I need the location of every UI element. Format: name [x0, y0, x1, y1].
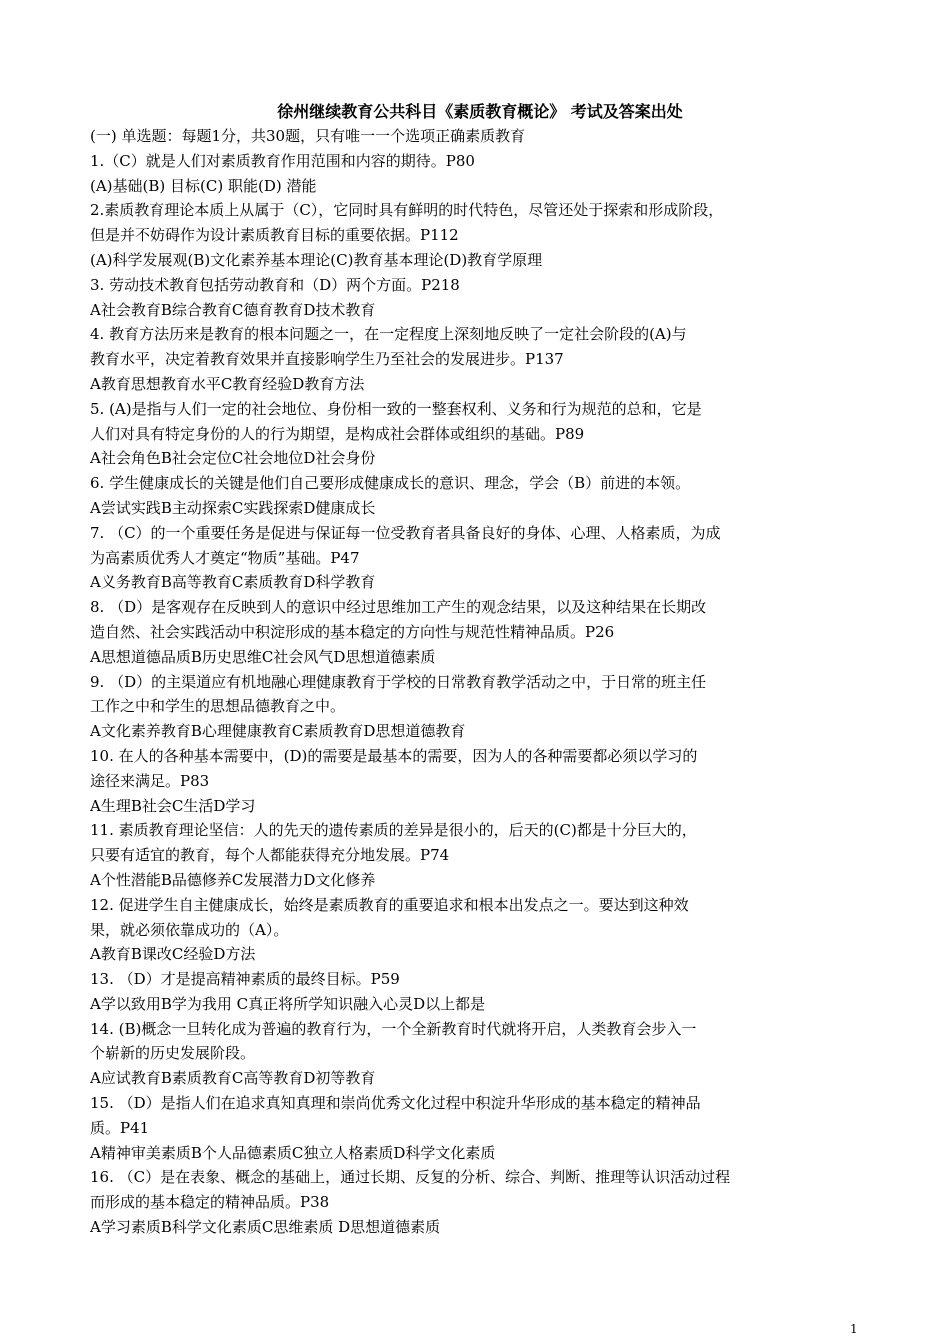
text-line: 7. （C）的一个重要任务是促进与保证每一位受教育者具备良好的身体、心理、人格素质，为成 [90, 523, 721, 542]
text-line: A义务教育B高等教育C素质教育D科学教育 [90, 573, 376, 592]
text-line: A精神审美素质B个人品德素质C独立人格素质D科学文化素质 [90, 1143, 496, 1162]
text-line: 8. （D）是客观存在反映到人的意识中经过思维加工产生的观念结果，以及这种结果在长期改 [90, 598, 707, 617]
text-line: 15. （D）是指人们在追求真知真理和崇尚优秀文化过程中积淀升华形成的基本稳定的精神品 [90, 1094, 701, 1113]
document-content [90, 100, 870, 1240]
text-line: 9. （D）的主渠道应有机地融心理健康教育于学校的日常教育教学活动之中，于日常的班主任 [90, 672, 707, 691]
text-line: A学习素质B科学文化素质C思维素质 D思想道德素质 [90, 1218, 441, 1237]
text-line: 2.素质教育理论本质上从属于（C），它同时具有鲜明的时代特色，尽管还处于探索和形成阶段， [90, 201, 724, 220]
text-line: 个崭新的历史发展阶段。 [90, 1044, 256, 1063]
text-line: 人们对具有特定身份的人的行为期望，是构成社会群体或组织的基础。P89 [90, 424, 585, 443]
text-line: 14. (B)概念一旦转化成为普遍的教育行为，一个全新教育时代就将开启，人类教育会步入一 [90, 1019, 697, 1038]
text-line: A文化素养教育B心理健康教育C素质教育D思想道德教育 [90, 722, 466, 741]
text-line: (A)基础(B) 目标(C) 职能(D) 潜能 [90, 176, 317, 195]
text-line: (一) 单选题：每题1分，共30题，只有唯一一个选项正确素质教育 [90, 127, 526, 145]
text-line: 工作之中和学生的思想品德教育之中。 [90, 697, 346, 716]
text-line: 1.（C）就是人们对素质教育作用范围和内容的期待。P80 [90, 151, 475, 170]
text-line: 而形成的基本稳定的精神品质。P38 [90, 1193, 330, 1212]
text-line: A教育思想教育水平C教育经验D教育方法 [90, 374, 365, 393]
text-line: A生理B社会C生活D学习 [90, 796, 256, 815]
text-line: A应试教育B素质教育C高等教育D初等教育 [90, 1069, 376, 1088]
text-line: A学以致用B学为我用 C真正将所学知识融入心灵D以上都是 [90, 994, 486, 1013]
text-line: 为高素质优秀人才奠定“物质”基础。P47 [90, 548, 360, 567]
text-line: 10. 在人的各种基本需要中，(D)的需要是最基本的需要，因为人的各种需要都必须以学习的 [90, 746, 698, 765]
text-line: A社会教育B综合教育C德育教育D技术教育 [90, 300, 376, 319]
text-line: 6. 学生健康成长的关键是他们自己要形成健康成长的意识、理念，学会（B）前进的本领。 [90, 474, 691, 493]
text-line: A个性潜能B品德修养C发展潜力D文化修养 [90, 870, 376, 889]
document-body [90, 124, 870, 1240]
text-line: A思想道德品质B历史思维C社会风气D思想道德素质 [90, 647, 436, 666]
page-number: 1 [850, 1322, 858, 1336]
text-line: 只要有适宜的教育，每个人都能获得充分地发展。P74 [90, 846, 450, 865]
text-line: 13. （D）才是提高精神素质的最终目标。P59 [90, 970, 400, 989]
text-line: 4. 教育方法历来是教育的根本问题之一，在一定程度上深刻地反映了一定社会阶段的(A)与 [90, 325, 687, 344]
text-line: 果，就必须依靠成功的（A）。 [90, 920, 289, 939]
text-line: (A)科学发展观(B)文化素养基本理论(C)教育基本理论(D)教育学原理 [90, 250, 543, 269]
text-line: 12. 促进学生自主健康成长，始终是素质教育的重要追求和根本出发点之一。要达到这种效 [90, 895, 689, 914]
text-line: 11. 素质教育理论坚信：人的先天的遗传素质的差异是很小的，后天的(C)都是十分巨大的， [90, 821, 697, 840]
text-line: 16. （C）是在表象、概念的基础上，通过长期、反复的分析、综合、判断、推理等认识活动过程 [90, 1168, 731, 1187]
text-line: 造自然、社会实践活动中积淀形成的基本稳定的方向性与规范性精神品质。P26 [90, 622, 615, 641]
text-line: 3. 劳动技术教育包括劳动教育和（D）两个方面。P218 [90, 275, 460, 294]
text-line: 但是并不妨碍作为设计素质教育目标的重要依据。P112 [90, 226, 459, 245]
document-title: 徐州继续教育公共科目《素质教育概论》 考试及答案出处 [277, 102, 683, 121]
text-line: 教育水平，决定着教育效果并直接影响学生乃至社会的发展进步。P137 [90, 350, 564, 369]
text-line: 5. (A)是指与人们一定的社会地位、身份相一致的一整套权利、义务和行为规范的总和，它是 [90, 399, 702, 418]
text-line: A社会角色B社会定位C社会地位D社会身份 [90, 449, 376, 468]
text-line: 质。P41 [90, 1118, 150, 1137]
text-line: A教育B课改C经验D方法 [90, 945, 256, 964]
text-line: 途径来满足。P83 [90, 771, 210, 790]
text-line: A尝试实践B主动探索C实践探索D健康成长 [90, 498, 376, 517]
